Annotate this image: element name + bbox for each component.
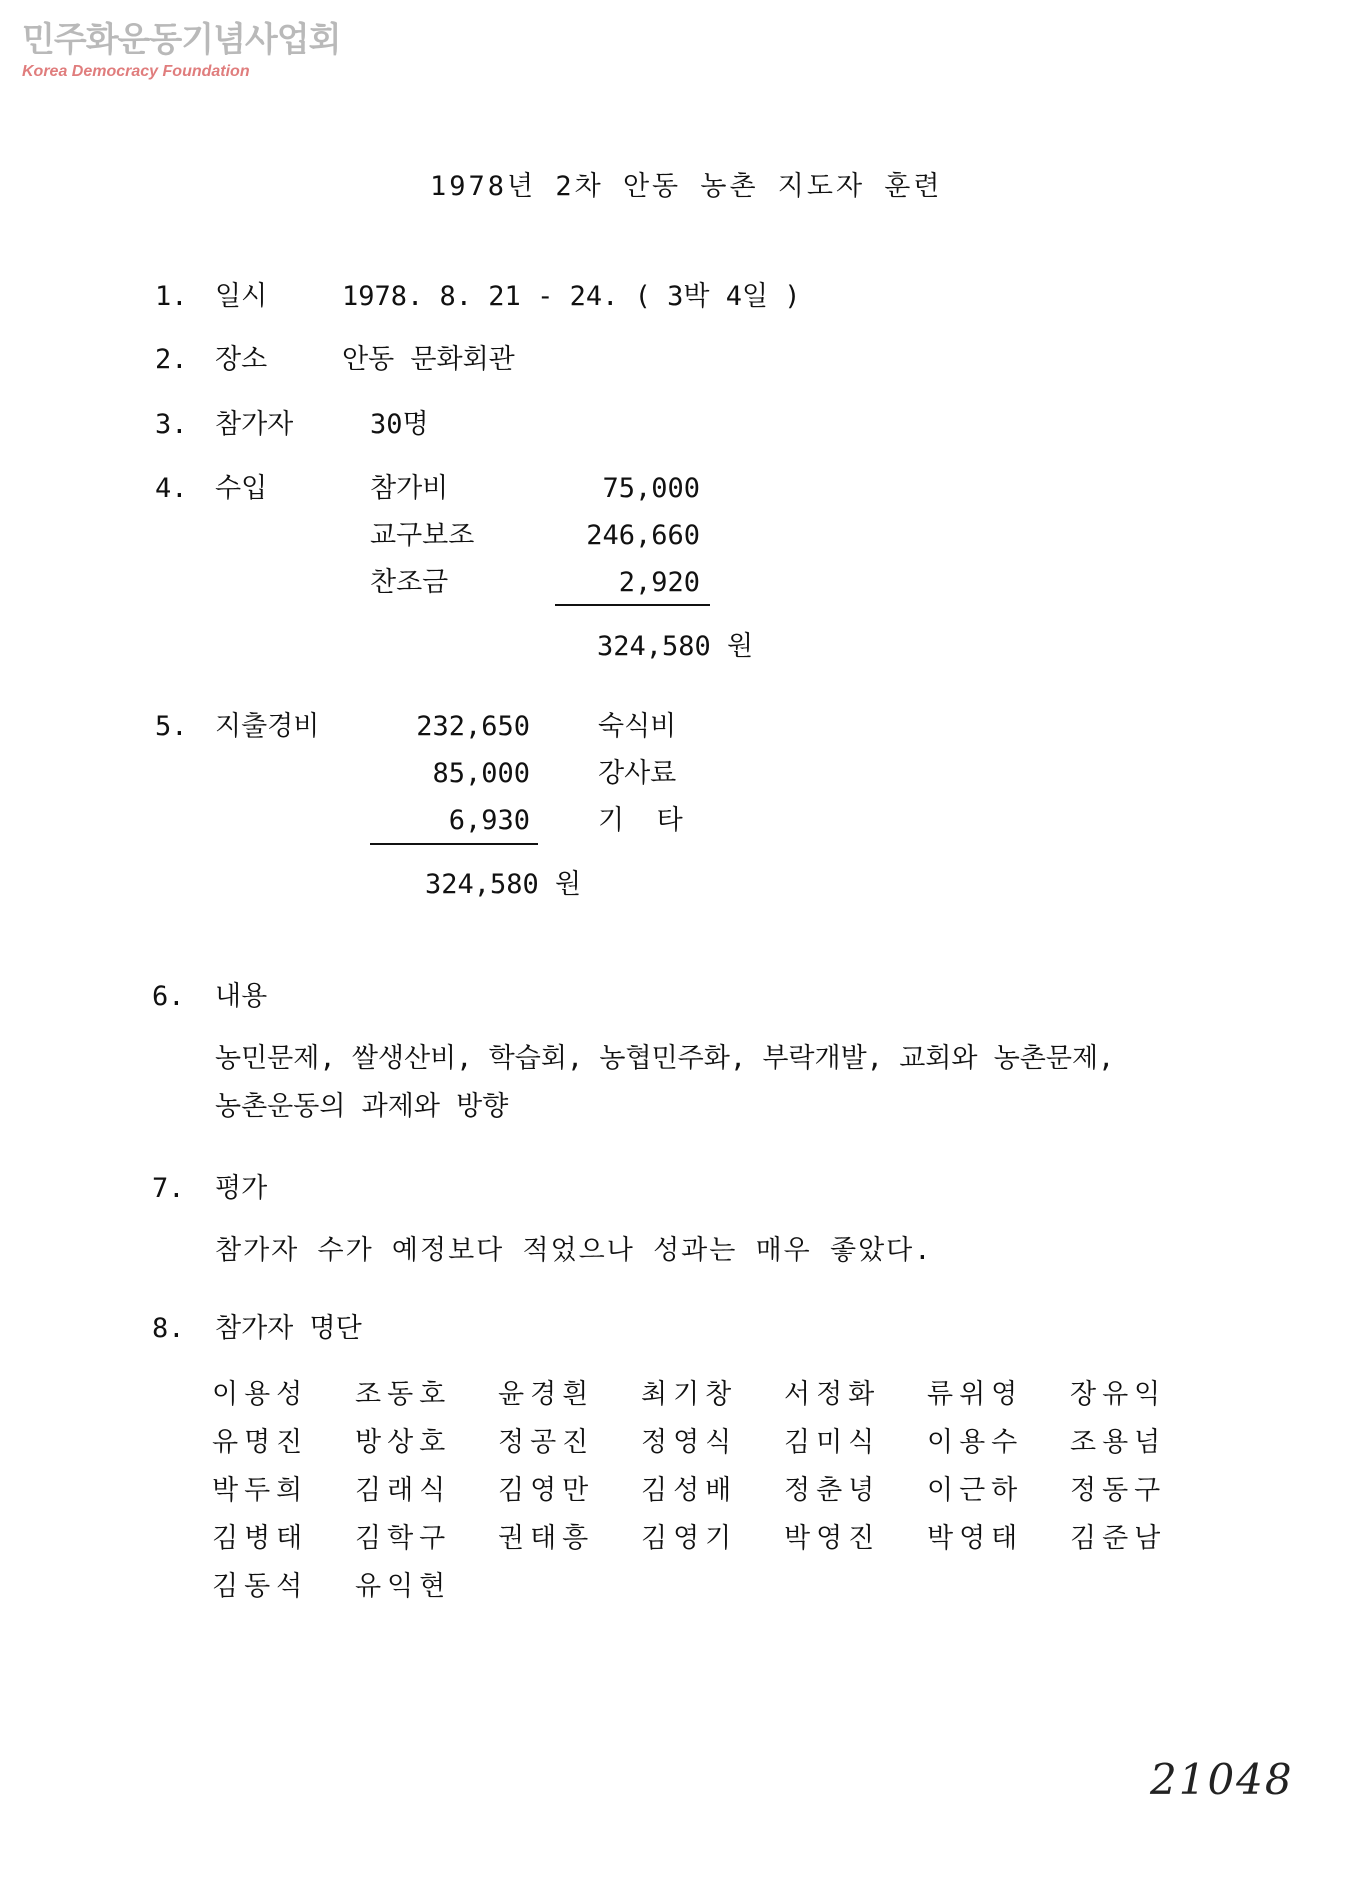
participant-name: 유명진: [212, 1427, 309, 1458]
section-3-value: 30명: [370, 409, 429, 440]
participant-name: 김미식: [784, 1427, 881, 1458]
section-2-number: 2.: [155, 344, 188, 375]
participant-name: 김래식: [355, 1475, 452, 1506]
participant-name: 김성배: [641, 1475, 738, 1506]
participant-name: 박두희: [212, 1475, 309, 1506]
expense-item: 기 타: [598, 805, 683, 836]
document-title: 1978년 2차 안동 농촌 지도자 훈련: [430, 171, 943, 202]
participant-name: 김동석: [212, 1571, 309, 1602]
section-5-number: 5.: [155, 711, 188, 742]
participant-name: 권태흥: [498, 1523, 595, 1554]
participant-name: 이근하: [927, 1475, 1024, 1506]
participant-name: 방상호: [355, 1427, 452, 1458]
participant-name: 이용수: [927, 1427, 1024, 1458]
section-5-label: 지출경비: [215, 711, 320, 742]
participant-name: 김학구: [355, 1523, 452, 1554]
participant-name: 박영진: [784, 1523, 881, 1554]
section-8-label: 참가자 명단: [215, 1313, 362, 1344]
participant-name: 김영만: [498, 1475, 595, 1506]
section-6-content-line-1: 농민문제, 쌀생산비, 학습회, 농협민주화, 부락개발, 교회와 농촌문제,: [215, 1043, 1115, 1074]
section-3-number: 3.: [155, 409, 188, 440]
section-2-value: 안동 문화회관: [342, 344, 515, 375]
participant-name: 박영태: [927, 1523, 1024, 1554]
participant-name: 김준남: [1070, 1523, 1167, 1554]
participant-name: 최기창: [641, 1379, 738, 1410]
participant-name: 장유익: [1070, 1379, 1167, 1410]
watermark-korean: 민주화운동기념사업회: [22, 20, 341, 60]
section-2-label: 장소: [215, 344, 268, 375]
section-7-evaluation-text: 참가자 수가 예정보다 적었으나 성과는 매우 좋았다.: [215, 1235, 933, 1266]
expense-item: 강사료: [598, 758, 677, 789]
participant-name: 이용성: [212, 1379, 309, 1410]
expense-sum-rule: [370, 843, 538, 845]
section-8-number: 8.: [152, 1313, 185, 1344]
income-sum-rule: [555, 604, 710, 606]
income-amount: 246,660: [586, 520, 700, 551]
expense-amount: 232,650: [416, 711, 530, 742]
section-7-number: 7.: [152, 1173, 185, 1204]
expense-total: 324,580 원: [425, 869, 582, 900]
section-1-label: 일시: [215, 281, 268, 312]
participant-name: 서정화: [784, 1379, 881, 1410]
expense-amount: 85,000: [432, 758, 530, 789]
income-item: 참가비: [370, 473, 449, 504]
income-total: 324,580 원: [597, 631, 754, 662]
section-7-label: 평가: [215, 1173, 268, 1204]
participant-name: 정동구: [1070, 1475, 1167, 1506]
participant-name: 류위영: [927, 1379, 1024, 1410]
income-amount: 75,000: [602, 473, 700, 504]
expense-amount: 6,930: [448, 805, 530, 836]
section-6-number: 6.: [152, 981, 185, 1012]
expense-item: 숙식비: [598, 711, 677, 742]
participant-name: 조용넘: [1070, 1427, 1167, 1458]
section-6-content-line-2: 농촌운동의 과제와 방향: [215, 1091, 509, 1122]
watermark-english: Korea Democracy Foundation: [22, 63, 250, 80]
watermark-logo: [22, 20, 340, 82]
participant-name: 김병태: [212, 1523, 309, 1554]
participant-name: 유익현: [355, 1571, 452, 1602]
section-3-label: 참가자: [215, 409, 294, 440]
participant-name: 조동호: [355, 1379, 452, 1410]
income-item: 교구보조: [370, 520, 475, 551]
section-4-number: 4.: [155, 473, 188, 504]
participant-name: 정춘녕: [784, 1475, 881, 1506]
section-1-value: 1978. 8. 21 - 24. ( 3박 4일 ): [342, 281, 801, 312]
handwritten-reference-number: 21048: [1150, 1755, 1294, 1804]
participant-name: 정공진: [498, 1427, 595, 1458]
participant-name: 정영식: [641, 1427, 738, 1458]
income-amount: 2,920: [618, 567, 700, 598]
section-4-label: 수입: [215, 473, 268, 504]
participant-name: 윤경흰: [498, 1379, 595, 1410]
section-1-number: 1.: [155, 281, 188, 312]
income-item: 찬조금: [370, 567, 449, 598]
participant-name: 김영기: [641, 1523, 738, 1554]
section-6-label: 내용: [215, 981, 268, 1012]
